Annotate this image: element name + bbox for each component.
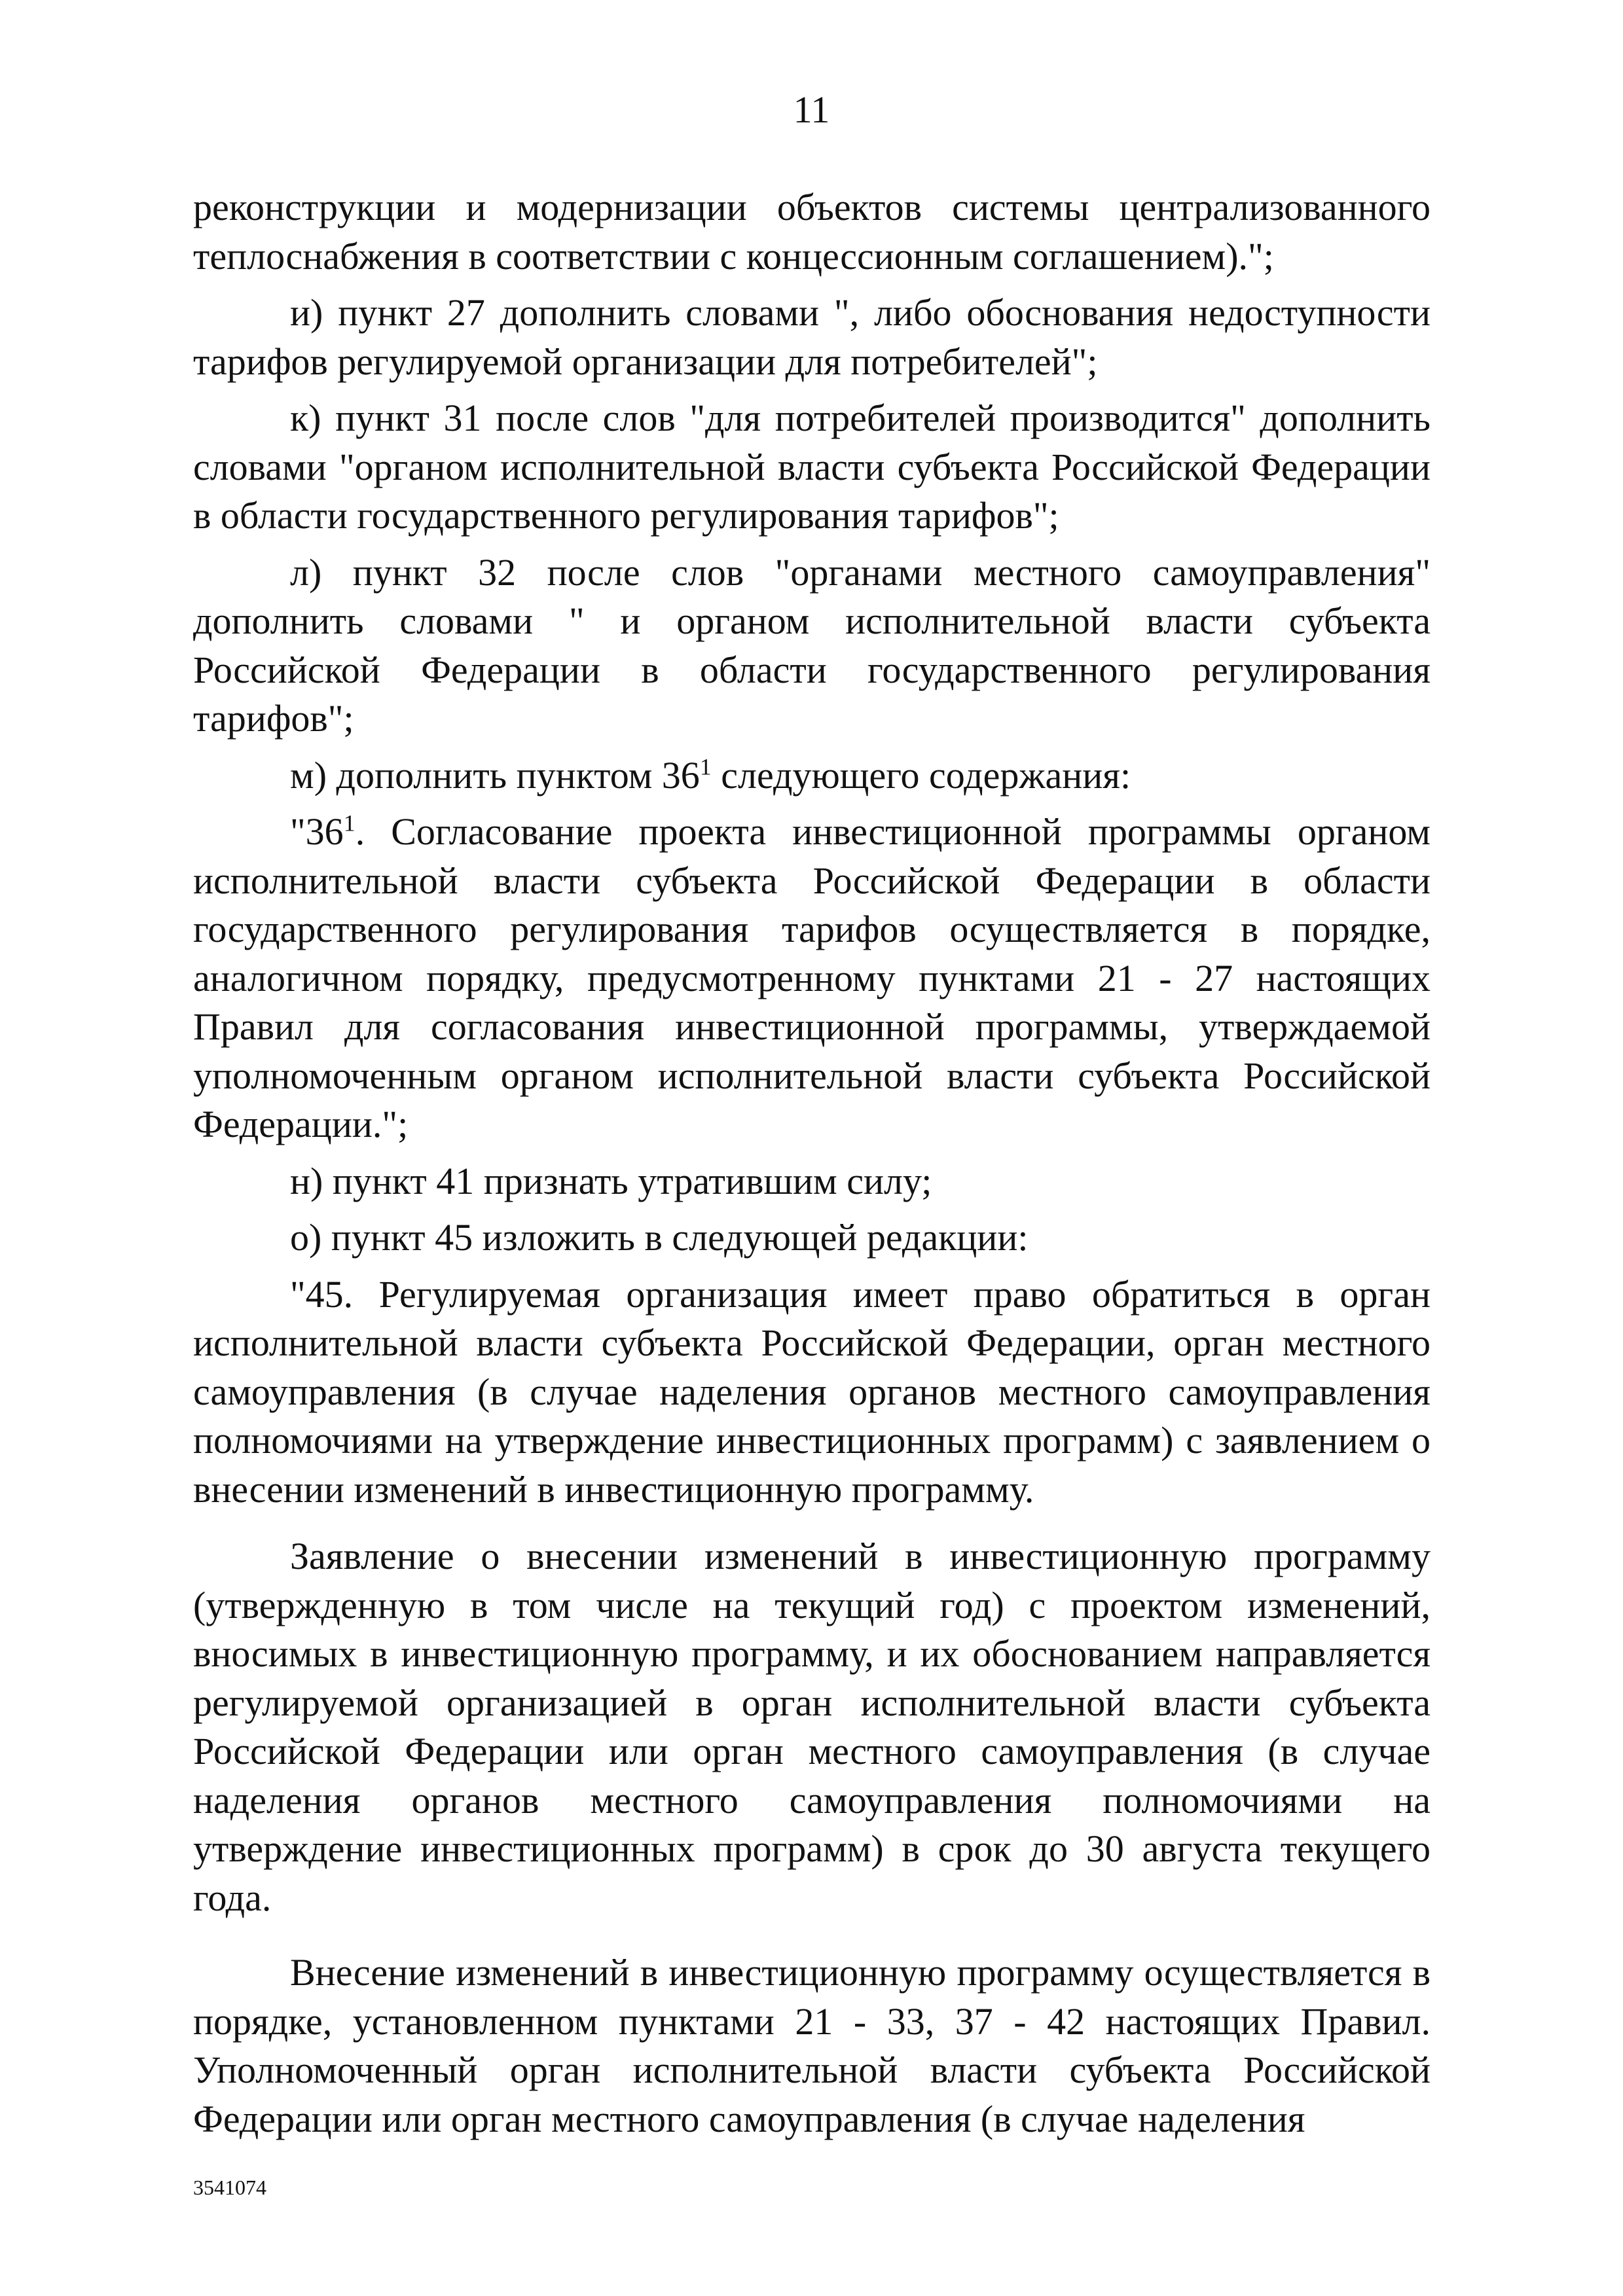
paragraph-item-l: л) пункт 32 после слов "органами местного самоуправления" дополнить словами " и органом исполнительной власти субъекта Российской Федерации в области государственного регулирования тарифов"; bbox=[193, 550, 1431, 740]
paragraph-item-k: к) пункт 31 после слов "для потребителей производится" дополнить словами "органом исполнительной власти субъекта Российской Федерации в области государственного регулирования тарифов"; bbox=[193, 397, 1431, 537]
clause-36-1-number: "36 bbox=[290, 810, 344, 853]
superscript-one: 1 bbox=[699, 753, 712, 780]
paragraph-application: Заявление о внесении изменений в инвестиционную программу (утвержденную в том числе на текущий год) с проектом изменений, вносимых в инвестиционную программу, и их обоснованием направляется регулируемой организацией в орган исполнительной власти субъекта Российской Федерации или орган местного самоуправления (в случае наделения органов местного самоуправления полномочиями на утверждение инвестиционных программ) в срок до 30 августа текущего года. bbox=[193, 1535, 1431, 1919]
paragraph-item-o: о) пункт 45 изложить в следующей редакции: bbox=[290, 1216, 1029, 1259]
paragraph-item-i: и) пункт 27 дополнить словами ", либо обоснования недоступности тарифов регулируемой организации для потребителей"; bbox=[193, 291, 1431, 383]
document-code: 3541074 bbox=[193, 2176, 266, 2199]
paragraph-item-m-text: м) дополнить пунктом 36 bbox=[290, 753, 700, 797]
page-number: 11 bbox=[793, 88, 830, 131]
document-body bbox=[193, 183, 1431, 2144]
clause-36-1-text: . Согласование проекта инвестиционной программы органом исполнительной власти субъекта Российской Федерации в области государственного регулирования тарифов осуществляется в порядке, аналогичном порядку, предусмотренному пунктами 21 - 27 настоящих Правил для согласования инвестиционной программы, утверждаемой уполномоченным органом исполнительной власти субъекта Российской Федерации."; bbox=[193, 810, 1431, 1145]
superscript-one: 1 bbox=[343, 810, 356, 836]
paragraph-clause-36-1 bbox=[193, 808, 1431, 1149]
paragraph-item-n: н) пункт 41 признать утратившим силу; bbox=[290, 1159, 932, 1202]
paragraph-item-m-tail: следующего содержания: bbox=[711, 753, 1131, 797]
paragraph-item-m bbox=[193, 751, 1431, 800]
paragraph-continuation: реконструкции и модернизации объектов системы централизованного теплоснабжения в соответствии с концессионным соглашением)."; bbox=[193, 186, 1431, 278]
paragraph-clause-45: "45. Регулируемая организация имеет право обратиться в орган исполнительной власти субъекта Российской Федерации, орган местного самоуправления (в случае наделения органов местного самоуправления полномочиями на утверждение инвестиционных программ) с заявлением о внесении изменений в инвестиционную программу. bbox=[193, 1272, 1431, 1511]
paragraph-amendments: Внесение изменений в инвестиционную программу осуществляется в порядке, установленном пунктами 21 - 33, 37 - 42 настоящих Правил. Уполномоченный орган исполнительной власти субъекта Российской Федерации или орган местного самоуправления (в случае наделения bbox=[193, 1951, 1431, 2140]
